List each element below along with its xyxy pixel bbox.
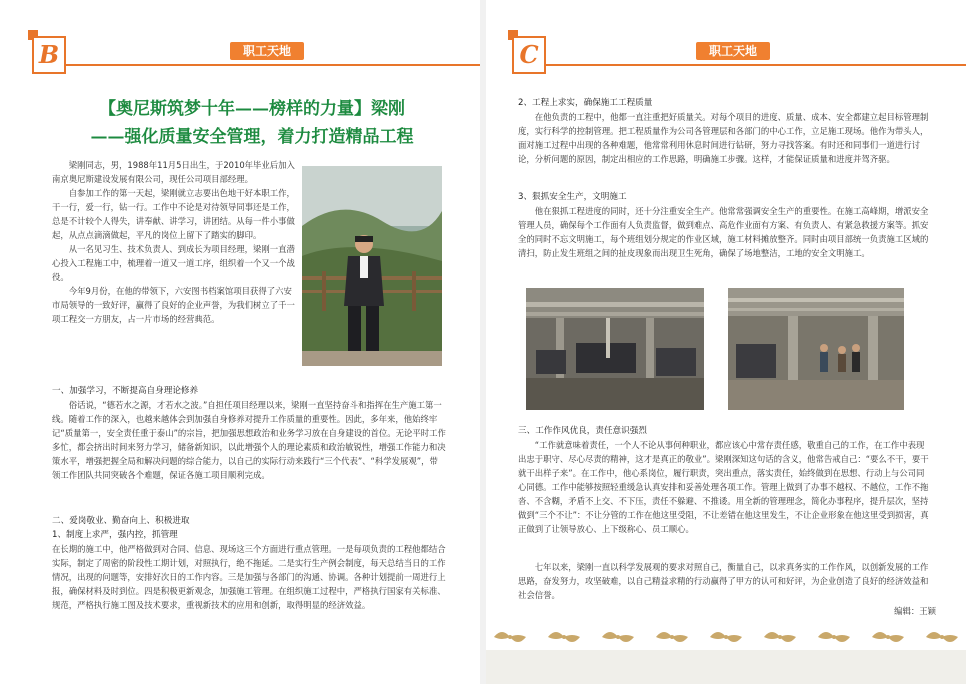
section-tab: 职工天地 [230, 42, 304, 60]
page-letter-c: C [512, 36, 546, 74]
section-heading: 三、工作作风优良，责任意识强烈 [518, 426, 647, 436]
ornament-icon [710, 632, 742, 642]
section-2 [52, 514, 446, 612]
bottom-band [486, 650, 966, 684]
section-heading: 一、加强学习，不断提高自身理论修养 [52, 386, 199, 396]
intro-paragraph: 梁刚同志，男，1988年11月5日出生，于2010年毕业后加入南京奥尼斯建设发展有限公司，现任公司项目部经理。 [52, 160, 295, 184]
section-body: 在他负责的工程中，他都一直注重把好质量关。对每个项目的进度、质量、成本、安全都建立起目标管理制度，实行科学的控制管理。把工程质量作为公司各管理层和各部门的中心工作，立足施工现场。他作为带头人，面对施工过程中出现的各种难题，他常常利用休息时间进行钻研，努力寻找答案。有时还和同事们一道进行讨论，分析问题的原因，制定出相应的工作思路，明确施工步骤。这样，才能保证质量和进度并驾齐驱。 [518, 112, 929, 164]
intro-paragraph: 今年9月份，在他的带领下，六安图书档案馆项目获得了六安市局领导的一致好评，赢得了良好的企业声誉，为我们树立了千一项工程交一方朋友，占一片市场的经营典范。 [52, 286, 295, 324]
section-heading: 2、工程上求实，确保施工工程质量 [518, 98, 653, 108]
intro-text [52, 158, 298, 326]
ornament-icon [818, 632, 850, 642]
section-body: 在长期的施工中，他严格做到对合同、信息、现场这三个方面进行重点管理。一是每项负责的工程他都结合实际，制定了周密的阶段性工期计划，对照执行，绝不拖延。二是实行生产例会制度，每天总结当日的工作情况，出现的问题等，安排好次日的工作内容。三是加强与各部门的沟通、协调。各种计划提前一周进行上报，确保材料及时到位。四是积极更新观念，加强施工管理。在组织施工过程中，严格执行国家有关标准、规范，严格执行施工图及技术要求，重视新技术的应用和创新，取得明显的经济效益。 [52, 544, 446, 610]
header-rule [66, 64, 480, 66]
section-subheading: 1、制度上求严，强内控，抓管理 [52, 530, 178, 540]
ornament-icon [926, 632, 958, 642]
section-tab: 职工天地 [696, 42, 770, 60]
site-photo-2 [728, 288, 904, 410]
editor-credit: 编辑：王颖 [894, 606, 936, 616]
section-1 [52, 384, 446, 482]
portrait-photo [302, 166, 442, 366]
page-left [0, 0, 480, 684]
closing-text: 七年以来，梁刚一直以科学发展观的要求对照自己，衡量自己，以求真务实的工作作风，以创新发展的工作思路，奋发努力，攻坚破难，以自己精益求精的行动赢得了甲方的认可和好评，为企业创造了良好的经济效益和社会信誉。 [518, 562, 929, 600]
closing-paragraph [518, 560, 930, 602]
section-safety [518, 190, 930, 260]
section-responsibility [518, 424, 930, 536]
intro-paragraph: 自参加工作的第一天起，梁刚就立志要出色地干好本职工作，干一行，爱一行，钻一行。工作中不论是对待领导同事还是工作，总是不计较个人得失，讲奉献、讲学习，讲团结。从每一件小事做起，从点点滴滴做起，平凡的岗位上留下了踏实的脚印。 [52, 188, 295, 240]
section-body: 俗话说，“德若水之源，才若水之波。”自担任项目经理以来，梁刚一直坚持奋斗和指挥在生产施工第一线。随着工作的深入，也越来越体会到加强自身修养对提升工作质量的重要性。因此，多年来，他始终牢记“质量第一，安全责任重于泰山”的宗旨，把加强思想政治和业务学习放在自身建设的首位。无论平时工作多忙，都会挤出时间来努力学习，储备新知识，以此增强个人的理论素质和政治敏锐性，增强工作能力和决策水平，增强把握全局和解决问题的综合能力，以自己的实际行动来践行“三个代表”、“科学发展观”，带领工作团队共同突破各个难题，保证各施工项目顺利完成。 [52, 400, 446, 480]
section-heading: 3、狠抓安全生产，文明施工 [518, 192, 627, 202]
section-body: “工作就意味着责任，一个人不论从事何种职业，都应该心中常存责任感，敬重自己的工作，在工作中表现出忠于职守、尽心尽责的精神，这才是真正的敬业”。梁刚深知这句话的含义，他常告戒自己：“要么不干，要干就干出样子来”。在工作中，他心系岗位，履行职责，突出重点，落实责任，始终做到在思想、行动上与公司同心同德。工作中能够按照轻重缓急认真安排和妥善处理各项工作。管理上做到了办事不越权、不越位，工作不拖沓、不含糊，矛盾不上交、不下压，责任不躲避、不推诿。用全新的管理理念，简化办事程序，提升层次，坚持做到“三个不让”：不让分管的工作在他这里受阻，不让差错在他这里发生，不让企业形象在他这里受到损害，真正做到了让领导放心、上下级称心、员工顺心。 [518, 440, 929, 534]
page-letter-b: B [32, 36, 66, 74]
article-title-line2: ——强化质量安全管理，着力打造精品工程 [90, 127, 414, 147]
page-right [486, 0, 966, 684]
intro-paragraph: 从一名见习生、技术负责人、到成长为项目经理，梁刚一直潜心投入工程施工中，梳理着一道又一道工序，组织着一个又一个战役。 [52, 244, 295, 282]
section-quality [518, 96, 930, 166]
ornament-border [486, 626, 966, 648]
header-rule [546, 64, 966, 66]
ornament-icon [656, 632, 688, 642]
ornament-icon [872, 632, 904, 642]
section-body: 他在狠抓工程进度的同时，还十分注重安全生产。他常常强调安全生产的重要性。在施工高峰期，增派安全管理人员，确保每个工作面有人负责监督，做到难点、高危作业面有方案、有负责人、有紧急救援方案等。抓安全的同时不忘文明施工，每个班组划分规定的作业区域，施工材料摊放整齐。同时由项目部统一负责施工区域的清扫，防止发生班组之间的扯皮现象而出现卫生死角，确保了场地整洁，工地的安全文明施工。 [518, 206, 929, 258]
site-photo-1 [526, 288, 704, 410]
ornament-icon [602, 632, 634, 642]
ornament-icon [548, 632, 580, 642]
article-title-line1: 【奥尼斯筑梦十年——榜样的力量】梁刚 [99, 99, 405, 119]
ornament-icon [494, 632, 526, 642]
section-heading: 二、爱岗敬业、勤奋向上、积极进取 [52, 516, 190, 526]
ornament-icon [764, 632, 796, 642]
